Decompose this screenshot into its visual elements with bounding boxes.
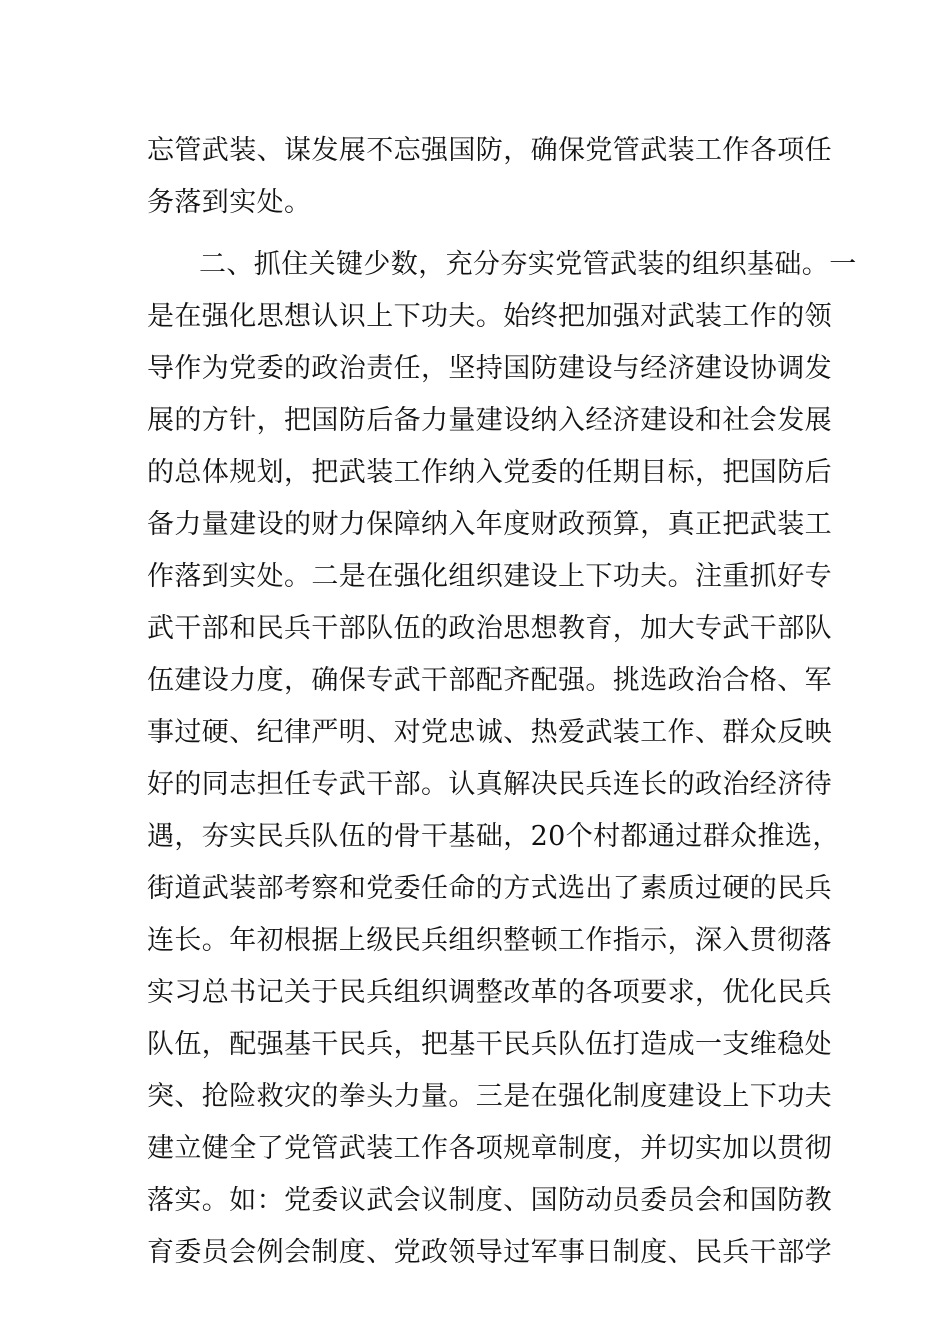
- text-line: 伍建设力度，确保专武干部配齐配强。挑选政治合格、军: [147, 665, 832, 696]
- text-line: 作落到实处。二是在强化组织建设上下功夫。注重抓好专: [147, 561, 832, 592]
- text-line: 建立健全了党管武装工作各项规章制度，并切实加以贯彻: [147, 1133, 832, 1164]
- text-line: 实习总书记关于民兵组织调整改革的各项要求，优化民兵: [147, 977, 832, 1008]
- text-line: 忘管武装、谋发展不忘强国防，确保党管武装工作各项任: [147, 135, 832, 166]
- text-line: 育委员会例会制度、党政领导过军事日制度、民兵干部学: [147, 1237, 832, 1268]
- paragraph-first-line: 二、抓住关键少数，充分夯实党管武装的组织基础。一: [199, 249, 857, 280]
- text-line: 连长。年初根据上级民兵组织整顿工作指示，深入贯彻落: [147, 925, 832, 956]
- text-line: 遇，夯实民兵队伍的骨干基础，20个村都通过群众推选，: [147, 821, 840, 852]
- text-line: 备力量建设的财力保障纳入年度财政预算，真正把武装工: [147, 509, 832, 540]
- text-line: 事过硬、纪律严明、对党忠诚、热爱武装工作、群众反映: [147, 717, 832, 748]
- text-line: 导作为党委的政治责任，坚持国防建设与经济建设协调发: [147, 353, 832, 384]
- text-line: 突、抢险救灾的拳头力量。三是在强化制度建设上下功夫: [147, 1081, 832, 1112]
- text-line: 务落到实处。: [147, 187, 312, 218]
- text-line: 的总体规划，把武装工作纳入党委的任期目标，把国防后: [147, 457, 832, 488]
- text-line: 好的同志担任专武干部。认真解决民兵连长的政治经济待: [147, 769, 832, 800]
- text-line: 武干部和民兵干部队伍的政治思想教育，加大专武干部队: [147, 613, 832, 644]
- text-line: 队伍，配强基干民兵，把基干民兵队伍打造成一支维稳处: [147, 1029, 832, 1060]
- text-line: 展的方针，把国防后备力量建设纳入经济建设和社会发展: [147, 405, 832, 436]
- text-line: 街道武装部考察和党委任命的方式选出了素质过硬的民兵: [147, 873, 832, 904]
- text-line: 落实。如：党委议武会议制度、国防动员委员会和国防教: [147, 1185, 832, 1216]
- text-line: 是在强化思想认识上下功夫。始终把加强对武装工作的领: [147, 301, 832, 332]
